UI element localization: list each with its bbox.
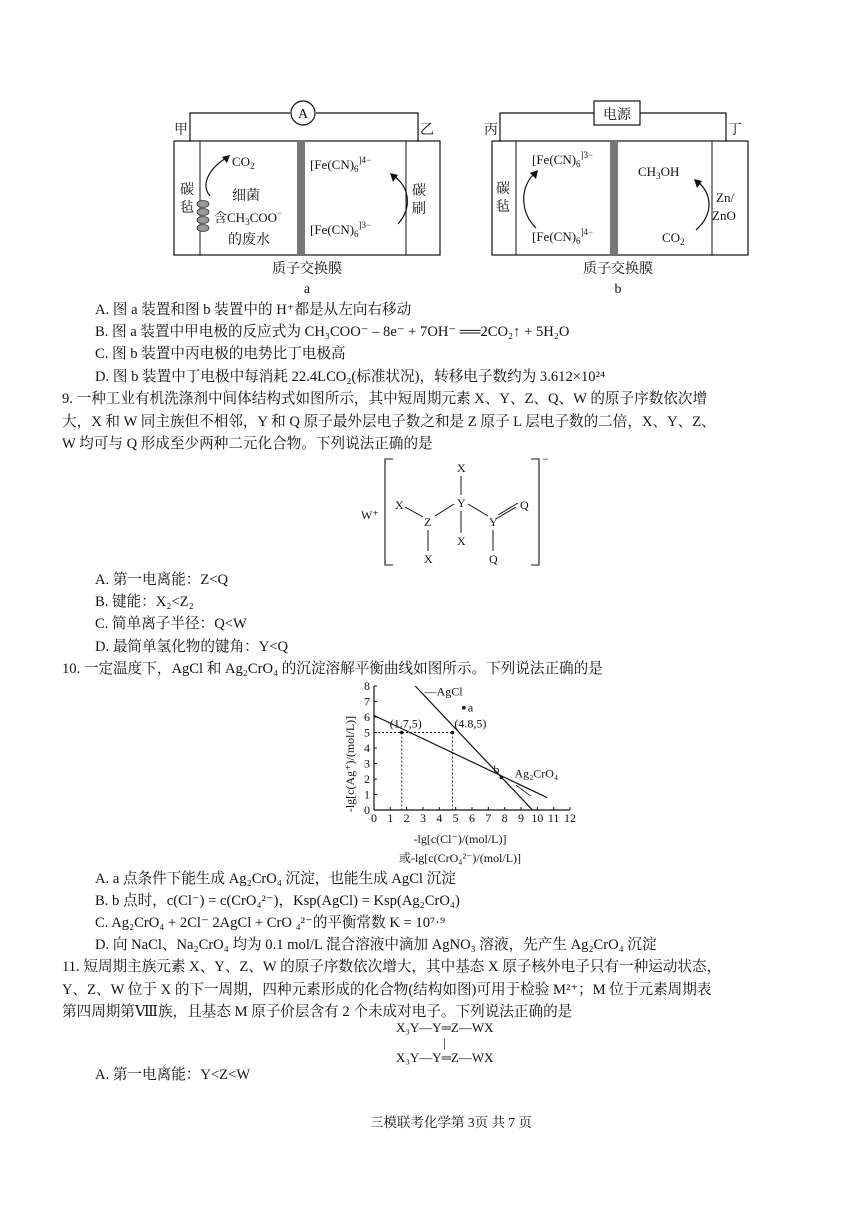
q10-stem: 10. 一定温度下，AgCl 和 Ag₂CrO₄ 的沉淀溶解平衡曲线如图所示。下列说法正确的是 (62, 661, 603, 677)
chart-x-tick-label: 7 (485, 811, 492, 825)
q9-stem-line1: 9. 一种工业有机洗涤剂中间体结构式如图所示，其中短周期元素 X、Y、Z、Q、W 的原子序数依次增 (62, 391, 708, 407)
page-footer: 三模联考化学第 3页 共 7 页 (370, 1115, 532, 1130)
svg-text:Z: Z (424, 515, 432, 529)
q9-option-b: B. 键能：X₂<Z₂ (95, 594, 194, 610)
q10-option-c: C. Ag₂CrO₄ + 2Cl⁻ 2AgCl + CrO ₄²⁻的平衡常数 K = 10⁷·⁹ (95, 915, 446, 931)
electrode-ding-label: 丁 (728, 123, 742, 138)
chart-x-tick-label: 1 (387, 811, 394, 825)
chart-y-tick-label: 6 (364, 710, 370, 724)
q11-structure (396, 1020, 494, 1065)
chart-x-tick-label: 11 (547, 811, 560, 825)
chart-x-tick-label: 0 (371, 811, 377, 825)
q11-stem-line3: 第四周期第Ⅷ族，且基态 M 原子价层含有 2 个未成对电子。下列说法正确的是 (62, 1004, 573, 1020)
q8-option-b: B. 图 a 装置中甲电极的反应式为 CH₃COO⁻ – 8e⁻ + 7OH⁻ ══2CO₂↑ + 5H₂O (95, 324, 570, 340)
svg-text:含CH3COO−: 含$CH_3COO^-$ (214, 208, 283, 227)
chart-x-tick-label: 9 (518, 811, 524, 825)
q8-option-d: D. 图 b 装置中丁电极中每消耗 22.4LCO₂(标准状况)，转移电子数约为 3.612×10²⁴ (95, 369, 606, 385)
chart-point (500, 776, 504, 780)
q10-option-d: D. 向 NaCl、Na₂CrO₄ 均为 0.1 mol/L 混合溶液中滴加 AgNO₃ 溶液，先产生 Ag₂CrO₄ 沉淀 (95, 937, 657, 953)
svg-text:A: A (297, 107, 309, 122)
svg-text:细菌: 细菌 (232, 189, 260, 204)
q11-structure-bond: | (443, 1035, 446, 1050)
chart-series-label-agcl: —AgCl (424, 684, 463, 699)
svg-text:Q: Q (489, 552, 498, 566)
chart-x-tick-label: 6 (469, 811, 475, 825)
chart-point-1-label: (1.7,5) (389, 716, 422, 731)
svg-text:质子交换膜: 质子交换膜 (583, 262, 653, 277)
svg-text:碳: 碳 (180, 183, 194, 198)
svg-text:刷: 刷 (412, 202, 426, 217)
chart-y-tick-label: 3 (364, 756, 370, 771)
q10-option-a: A. a 点条件下能生成 Ag₂CrO₄ 沉淀，也能生成 AgCl 沉淀 (95, 871, 456, 887)
svg-text:Y: Y (489, 515, 498, 529)
chart-y-tick-label: 2 (364, 772, 370, 786)
q9-stem-line2: 大，X 和 W 同主族但不相邻，Y 和 Q 原子最外层电子数之和是 Z 原子 L 层电子数的二倍，X、Y、Z、 (62, 414, 716, 430)
svg-text:碳: 碳 (412, 184, 426, 199)
svg-text:[Fe(CN)6]4−: [$Fe(CN)_6^{]4-}$ (310, 155, 372, 174)
svg-text:X: X (424, 552, 433, 566)
svg-text:[Fe(CN)6]4−: [$Fe(CN)_6^{]4-}$ (532, 227, 594, 246)
chart-x-tick-label: 12 (564, 811, 576, 825)
ksp-chart (330, 678, 590, 870)
svg-text:的废水: 的废水 (228, 233, 270, 248)
svg-text:X: X (457, 534, 466, 548)
svg-text:质子交换膜: 质子交换膜 (272, 262, 342, 277)
chart-x-tick-label: 10 (531, 811, 544, 825)
chart-y-tick-label: 8 (364, 679, 370, 693)
q8-option-c: C. 图 b 装置中丙电极的电势比丁电极高 (95, 346, 346, 362)
membrane-b (610, 141, 618, 255)
chart-series-label-ag2cro4: Ag₂CrO₄ (514, 766, 559, 781)
chart-xlabel-1: -lg[c(Cl⁻)/(mol/L)] (413, 832, 507, 846)
chart-x-tick-label: 5 (452, 811, 459, 825)
q8-option-a: A. 图 a 装置和图 b 装置中的 H⁺都是从左向右移动 (95, 302, 412, 318)
svg-text:−: − (542, 455, 549, 466)
q11-stem-line2: Y、Z、W 位于 X 的下一周期，四种元素形成的化合物(结构如图)可用于检验 M²⁺；M 位于元素周期表 (62, 982, 712, 998)
svg-text:[Fe(CN)6]3−: [$Fe(CN)_6^{]3-}$ (532, 150, 594, 169)
svg-text:CH3OH: $CH_3OH$ (638, 164, 680, 181)
chart-x-tick-label: 2 (403, 811, 410, 825)
figure-a (170, 96, 455, 296)
chart-x-tick-label: 3 (420, 811, 426, 825)
chart-y-tick-label: 0 (364, 803, 370, 817)
svg-text:X: X (395, 498, 404, 512)
chart-xlabel-2: 或-lg[c(CrO₄²⁻)/(mol/L)] (398, 851, 522, 865)
q9-option-d: D. 最简单氢化物的键角：Y<Q (95, 639, 289, 655)
q9-structure (355, 455, 555, 570)
electrode-yi-label: 乙 (420, 123, 434, 138)
q10-option-b: B. b 点时，c(Cl⁻) = c(CrO₄²⁻)，Ksp(AgCl) = Ksp(Ag₂CrO₄) (95, 893, 460, 909)
svg-text:毡: 毡 (180, 201, 194, 216)
svg-text:Q: Q (520, 498, 529, 512)
chart-point (462, 706, 466, 710)
q11-structure-top: X₃Y—Y═Z—WX (396, 1020, 494, 1035)
membrane-a (297, 141, 305, 255)
svg-text:毡: 毡 (496, 200, 510, 215)
chart-ylabel: -lg[c(Ag⁺)/(mol/L)] (343, 715, 357, 813)
chart-point (451, 731, 455, 735)
chart-x-tick-label: 8 (501, 811, 508, 825)
svg-text:碳: 碳 (496, 182, 510, 197)
svg-text:Zn/: Zn/ (716, 190, 735, 205)
svg-text:a: a (303, 282, 311, 296)
svg-text:b: b (614, 282, 622, 296)
electrode-jia-label: 甲 (174, 123, 188, 138)
q11-stem-line1: 11. 短周期主族元素 X、Y、Z、W 的原子序数依次增大，其中基态 X 原子核外电子只有一种运动状态， (62, 959, 722, 975)
svg-text:ZnO: ZnO (712, 208, 736, 223)
svg-text:[Fe(CN)6]3−: [$Fe(CN)_6^{]3-}$ (310, 220, 372, 239)
chart-point-a-label: a (467, 700, 474, 715)
q9-option-c: C. 简单离子半径：Q<W (95, 616, 247, 632)
svg-text:X: X (457, 461, 466, 475)
q11-option-a: A. 第一电离能：Y<Z<W (95, 1067, 251, 1083)
chart-y-tick-label: 7 (364, 694, 370, 709)
svg-text:CO2: $CO_2$ (232, 154, 255, 171)
chart-y-tick-label: 1 (364, 787, 370, 802)
q9-stem-line3: W 均可与 Q 形成至少两种二元化合物。下列说法正确的是 (62, 436, 433, 452)
q9-option-a: A. 第一电离能：Z<Q (95, 572, 229, 588)
chart-y-tick-label: 5 (364, 725, 370, 740)
svg-text:W⁺: W⁺ (361, 508, 379, 522)
chart-x-tick-label: 4 (436, 811, 443, 825)
chart-point (400, 731, 404, 735)
figure-b (480, 96, 755, 296)
svg-text:CO2: $CO_2$ (662, 230, 685, 247)
chart-point-b-label: b (493, 762, 500, 777)
svg-text:电源: 电源 (603, 108, 631, 123)
chart-y-tick-label: 4 (364, 741, 370, 755)
q11-structure-bottom: X₃Y—Y═Z—WX (396, 1050, 494, 1065)
svg-text:X: X (355, 455, 356, 456)
svg-text:Y: Y (457, 496, 466, 510)
chart-point-2-label: (4.8,5) (454, 716, 487, 731)
electrode-bing-label: 丙 (484, 123, 498, 138)
